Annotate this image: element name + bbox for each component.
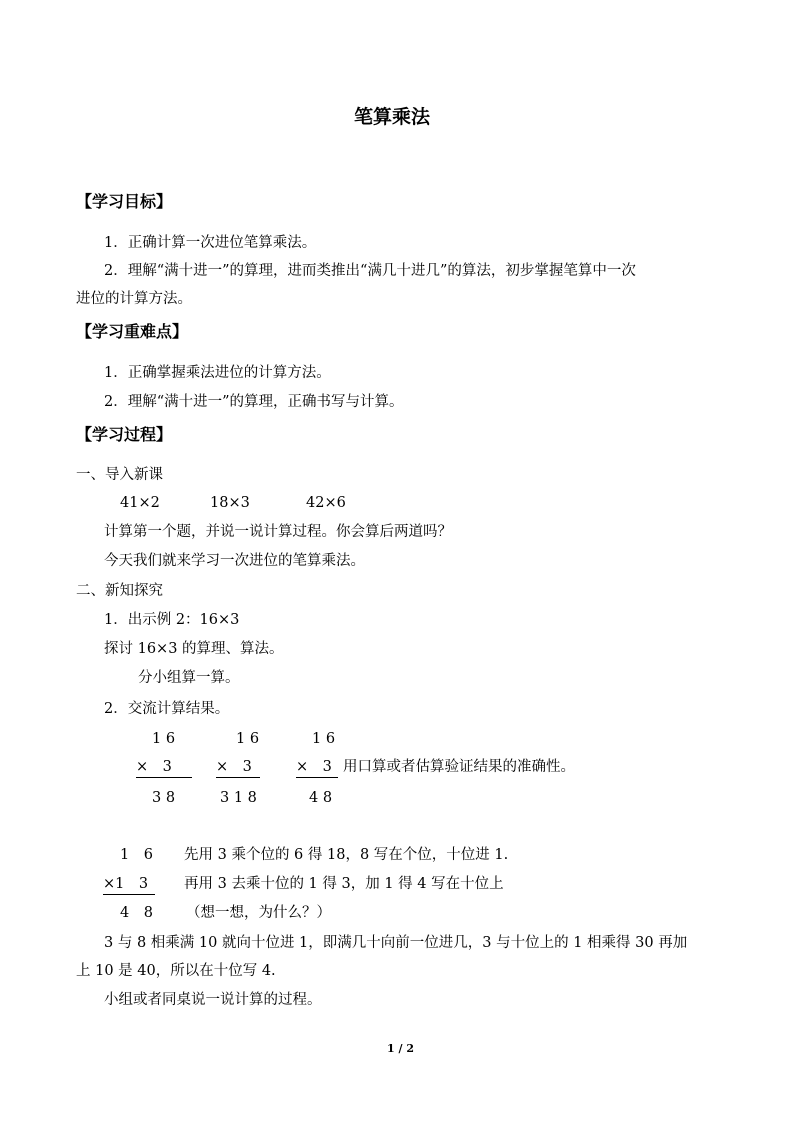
keypoint-item-1: 1．正确掌握乘法进位的计算方法。	[104, 365, 331, 381]
page-number: 1 / 2	[387, 1042, 414, 1055]
part1-line-1: 计算第一个题，并说一说计算过程。你会算后两道吗？	[104, 524, 452, 540]
section-heading-keypoints: 【学习重难点】	[76, 322, 189, 341]
closing-text: 小组或者同桌说一说计算的过程。	[104, 992, 322, 1008]
keypoint-item-2: 2．理解“满十进一”的算理，正确书写与计算。	[104, 394, 404, 410]
goal-item-2-line-1: 2．理解“满十进一”的算理，进而类推出“满几十进几”的算法，初步掌握笔算中一次	[104, 263, 636, 279]
part2-heading: 二、新知探究	[76, 583, 163, 599]
vertical-calc-1-result: 3 8	[152, 790, 176, 806]
detailed-calc-top: 1 6	[120, 847, 153, 863]
explanation-line-2: 上 10 是 40，所以在十位写 4.	[76, 963, 276, 979]
warmup-expression-3: 42×6	[306, 495, 346, 511]
warmup-expression-1: 41×2	[120, 495, 160, 511]
step-3: （想一想，为什么？）	[186, 905, 331, 921]
vertical-calc-2-result: 3 1 8	[220, 790, 257, 806]
vertical-calc-1-multiplier: × 3	[136, 760, 192, 778]
detailed-calc-result: 4 8	[120, 905, 153, 921]
goal-item-1: 1．正确计算一次进位笔算乘法。	[104, 235, 317, 251]
example-item-1-sub: 探讨 16×3 的算理、算法。	[104, 641, 284, 657]
goal-item-2-line-2: 进位的计算方法。	[76, 291, 192, 307]
section-heading-process: 【学习过程】	[76, 425, 173, 444]
vertical-calc-2-top: 1 6	[236, 731, 260, 747]
example-item-2: 2．交流计算结果。	[104, 701, 230, 717]
vertical-calc-2-multiplier: × 3	[216, 760, 260, 778]
vertical-calc-3-multiplier: × 3	[296, 760, 338, 778]
example-item-1-group: 分小组算一算。	[138, 670, 240, 686]
part1-line-2: 今天我们就来学习一次进位的笔算乘法。	[104, 553, 365, 569]
page-title: 笔算乘法	[354, 106, 431, 128]
step-1: 先用 3 乘个位的 6 得 18，8 写在个位，十位进 1.	[184, 847, 509, 863]
step-2: 再用 3 去乘十位的 1 得 3，加 1 得 4 写在十位上	[184, 876, 504, 892]
example-item-1: 1．出示例 2：16×3	[104, 612, 240, 628]
verify-text: 用口算或者估算验证结果的准确性。	[343, 759, 575, 775]
vertical-calc-3-top: 1 6	[312, 731, 336, 747]
vertical-calc-1-top: 1 6	[152, 731, 176, 747]
warmup-expression-2: 18×3	[210, 495, 250, 511]
vertical-calc-3-result: 4 8	[309, 790, 333, 806]
section-heading-goals: 【学习目标】	[76, 192, 173, 211]
part1-heading: 一、导入新课	[76, 467, 163, 483]
explanation-line-1: 3 与 8 相乘满 10 就向十位进 1，即满几十向前一位进几，3 与十位上的 1 相乘得 30 再加	[104, 935, 688, 951]
detailed-calc-multiplier: ×1 3	[103, 877, 155, 895]
